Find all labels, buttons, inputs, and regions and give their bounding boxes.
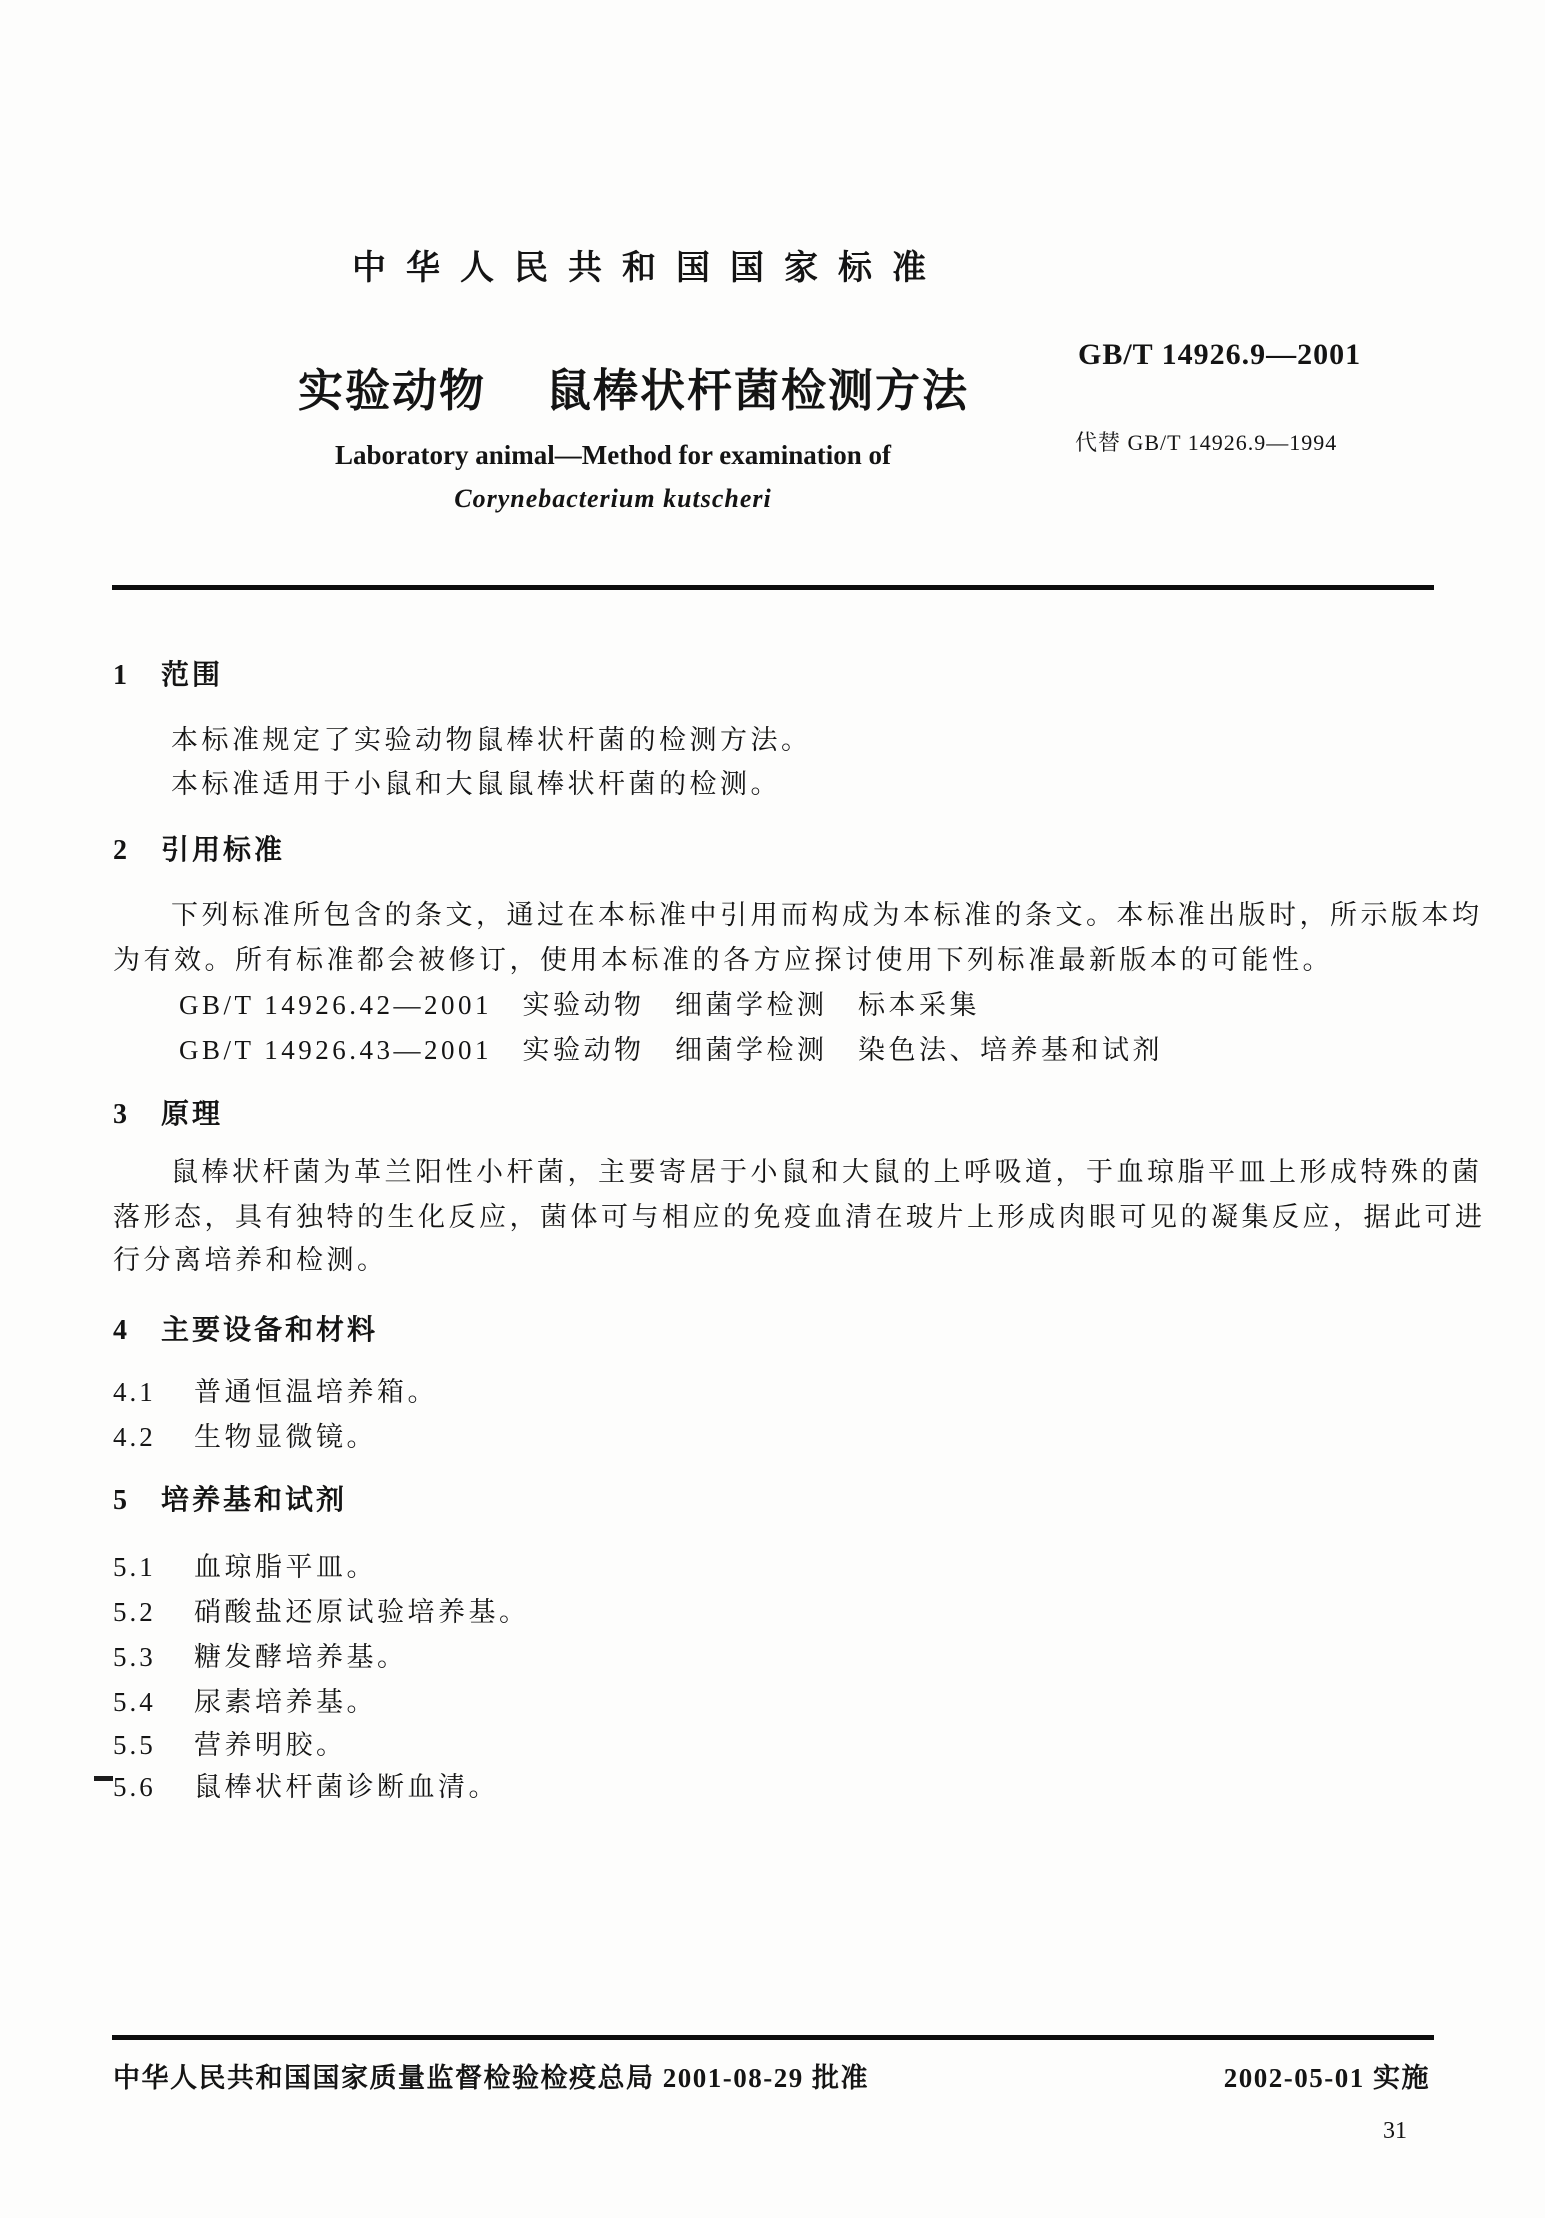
section-3-title: 原理 (161, 1099, 224, 1130)
page-number: 31 (1383, 2118, 1407, 2144)
section-1-line-2: 本标准适用于小鼠和大鼠鼠棒状杆菌的检测。 (171, 769, 781, 799)
section-4-number: 4 (113, 1315, 130, 1346)
clause-5-3-text: 糖发酵培养基。 (194, 1642, 408, 1672)
title-en-line2: Corynebacterium kutscheri (454, 484, 772, 513)
section-2-title: 引用标准 (161, 835, 286, 866)
section-2-line-1: 下列标准所包含的条文，通过在本标准中引用而构成为本标准的条文。本标准出版时，所示版本均 (171, 900, 1483, 930)
clause-5-3 (113, 1635, 408, 1674)
clause-5-5 (113, 1723, 347, 1762)
title-en-line1: Laboratory animal—Method for examination of (335, 440, 891, 470)
footer-approval: 中华人民共和国国家质量监督检验检疫总局 2001-08-29 批准 (113, 2063, 869, 2093)
document-title-cn (298, 354, 969, 419)
clause-5-4-text: 尿素培养基。 (194, 1687, 377, 1717)
section-5-heading (113, 1478, 347, 1518)
section-1-number: 1 (113, 660, 130, 691)
clause-4-1 (113, 1370, 438, 1409)
clause-5-5-text: 营养明胶。 (194, 1730, 347, 1760)
title-cn-part2: 鼠棒状杆菌检测方法 (546, 366, 970, 416)
section-3-number: 3 (113, 1099, 130, 1130)
clause-4-2-text: 生物显微镜。 (194, 1422, 377, 1452)
clause-4-1-text: 普通恒温培养箱。 (194, 1377, 438, 1407)
standard-number: GB/T 14926.9—2001 (1078, 338, 1362, 371)
clause-5-4 (113, 1680, 377, 1719)
section-2-reference-1: GB/T 14926.42—2001 实验动物 细菌学检测 标本采集 (179, 990, 981, 1020)
section-3-line-3: 行分离培养和检测。 (113, 1245, 388, 1275)
standard-label: 中华人民共和国国家标准 (352, 250, 946, 287)
clause-5-2 (113, 1590, 530, 1629)
title-cn-part1: 实验动物 (298, 366, 487, 416)
clause-4-2-number: 4.2 (113, 1422, 156, 1452)
section-4-heading (113, 1308, 378, 1348)
header-rule (112, 585, 1434, 590)
document-title-en (113, 440, 1113, 514)
clause-5-2-text: 硝酸盐还原试验培养基。 (194, 1597, 530, 1627)
clause-5-6-number: 5.6 (113, 1772, 156, 1802)
clause-5-4-number: 5.4 (113, 1687, 156, 1717)
clause-5-5-number: 5.5 (113, 1730, 156, 1760)
clause-5-1 (113, 1545, 377, 1584)
clause-5-1-text: 血琼脂平皿。 (194, 1552, 377, 1582)
section-5-number: 5 (113, 1485, 130, 1516)
section-1-line-1: 本标准规定了实验动物鼠棒状杆菌的检测方法。 (171, 725, 812, 755)
footer-rule (112, 2035, 1434, 2040)
section-3-line-1: 鼠棒状杆菌为革兰阳性小杆菌，主要寄居于小鼠和大鼠的上呼吸道，于血琼脂平皿上形成特殊的菌 (171, 1157, 1483, 1187)
section-2-number: 2 (113, 835, 130, 866)
scan-artifact-dash (94, 1776, 113, 1781)
section-3-heading (113, 1092, 223, 1132)
clause-5-1-number: 5.1 (113, 1552, 156, 1582)
section-1-title: 范围 (161, 660, 224, 691)
section-5-title: 培养基和试剂 (161, 1485, 348, 1516)
section-2-line-2: 为有效。所有标准都会被修订，使用本标准的各方应探讨使用下列标准最新版本的可能性。 (113, 945, 1333, 975)
clause-4-2 (113, 1415, 377, 1454)
section-1-heading (113, 653, 223, 693)
replaces-note: 代替 GB/T 14926.9—1994 (1075, 430, 1338, 455)
clause-5-3-number: 5.3 (113, 1642, 156, 1672)
section-3-line-2: 落形态，具有独特的生化反应，菌体可与相应的免疫血清在玻片上形成肉眼可见的凝集反应，据此可进 (113, 1202, 1486, 1232)
section-4-title: 主要设备和材料 (161, 1315, 379, 1346)
section-2-reference-2: GB/T 14926.43—2001 实验动物 细菌学检测 染色法、培养基和试剂 (179, 1035, 1164, 1065)
section-2-heading (113, 828, 285, 868)
clause-5-6 (113, 1765, 499, 1804)
clause-5-6-text: 鼠棒状杆菌诊断血清。 (194, 1772, 499, 1802)
clause-5-2-number: 5.2 (113, 1597, 156, 1627)
footer-implementation: 2002-05-01 实施 (1223, 2063, 1430, 2093)
clause-4-1-number: 4.1 (113, 1377, 156, 1407)
